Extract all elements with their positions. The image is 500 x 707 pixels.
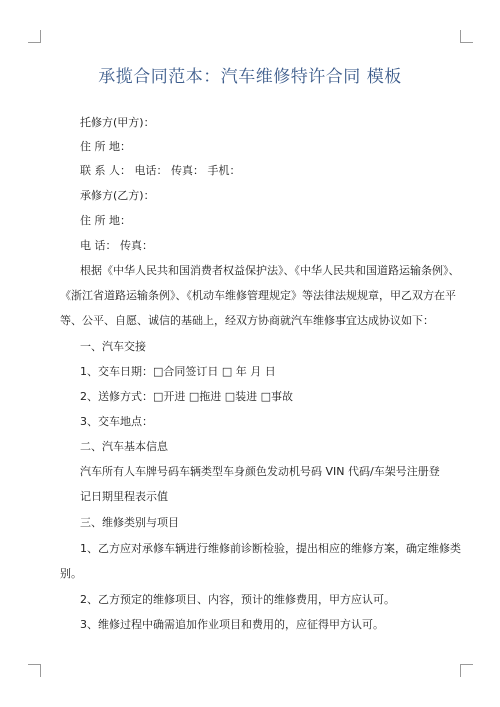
- party-a-label: 托修方(甲方)：: [80, 116, 155, 129]
- party-b-address-label: 住 所 地：: [80, 214, 131, 227]
- vehicle-info-line-2: 记日期里程表示值: [80, 490, 168, 503]
- party-a-address-label: 住 所 地：: [80, 140, 131, 153]
- delivery-method-line: 2、送修方式：□开进 □拖进 □装进 □事故: [80, 390, 294, 403]
- handover-date-line: 1、交车日期：□合同签订日 □ 年 月 日: [80, 365, 276, 378]
- handover-location-line: 3、交车地点：: [80, 415, 153, 428]
- crop-mark-bottom-right: [460, 664, 473, 677]
- party-a-contact-label: 联 系 人： 电话： 传真： 手机：: [80, 164, 241, 177]
- repair-clause-1-line-2: 别。: [60, 567, 82, 580]
- preamble-line-3: 等、公平、自愿、诚信的基础上，经双方协商就汽车维修事宜达成协议如下：: [60, 314, 434, 327]
- vehicle-info-line-1: 汽车所有人车牌号码车辆类型车身颜色发动机号码 VIN 代码/车架号注册登: [80, 465, 440, 478]
- section-heading-handover: 一、汽车交接: [80, 340, 146, 353]
- crop-mark-top-left: [28, 30, 41, 43]
- crop-mark-top-right: [460, 30, 473, 43]
- section-heading-repair-category: 三、维修类别与项目: [80, 516, 179, 529]
- party-b-label: 承修方(乙方)：: [80, 189, 155, 202]
- repair-clause-2: 2、乙方预定的维修项目、内容，预计的维修费用，甲方应认可。: [80, 593, 395, 606]
- preamble-line-2: 《浙江省道路运输条例》、《机动车维修管理规定》等法律法规规章，甲乙双方在平: [60, 289, 456, 302]
- preamble-line-1: 根据《中华人民共和国消费者权益保护法》、《中华人民共和国道路运输条例》、: [80, 264, 460, 277]
- repair-clause-1-line-1: 1、乙方应对承修车辆进行维修前诊断检验，提出相应的维修方案，确定维修类: [80, 542, 461, 555]
- party-b-phone-label: 电 话： 传真：: [80, 239, 153, 252]
- section-heading-vehicle-info: 二、汽车基本信息: [80, 440, 168, 453]
- document-title: 承揽合同范本：汽车维修特许合同 模板: [98, 67, 402, 87]
- repair-clause-3: 3、维修过程中确需追加作业项目和费用的，应征得甲方认可。: [80, 618, 384, 631]
- crop-mark-bottom-left: [28, 664, 41, 677]
